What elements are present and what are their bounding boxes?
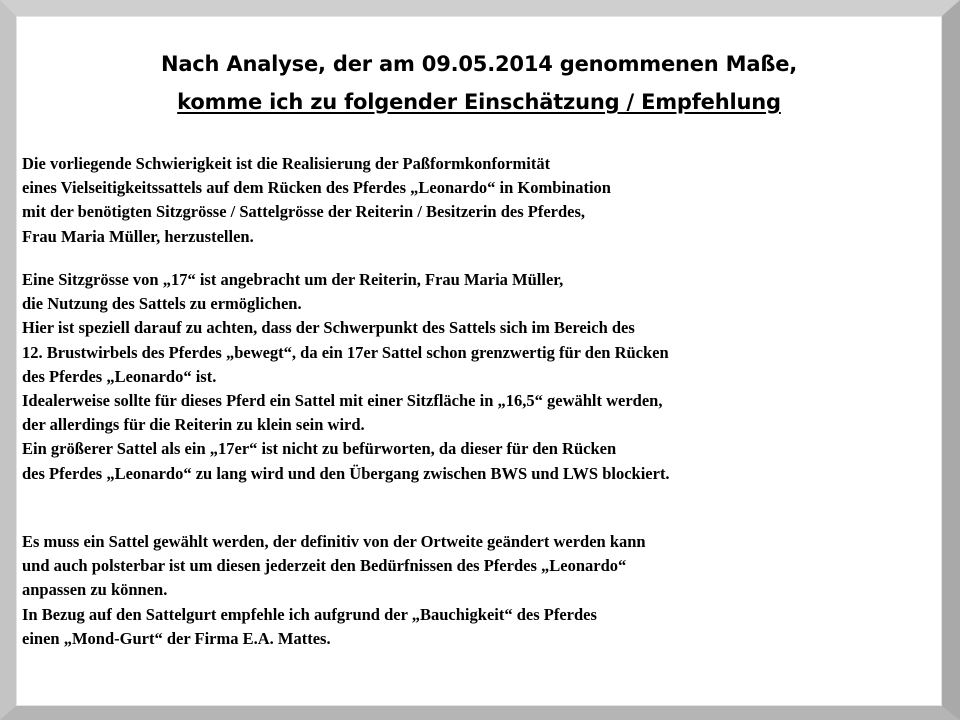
- heading-line-1: Nach Analyse, der am 09.05.2014 genommenen Maße,: [160, 52, 798, 76]
- paragraph-line: 12. Brustwirbels des Pferdes „bewegt“, da ein 17er Sattel schon grenzwertig für den Rücken: [22, 342, 669, 362]
- heading-line-2: komme ich zu folgender Einschätzung / Empfehlung: [177, 90, 781, 114]
- paragraph-line: anpassen zu können.: [22, 580, 168, 600]
- paragraph-1: [22, 152, 922, 249]
- paragraph-line: Frau Maria Müller, herzustellen.: [22, 226, 254, 246]
- paragraph-line: des Pferdes „Leonardo“ ist.: [22, 366, 217, 386]
- paragraph-line: und auch polsterbar ist um diesen jederzeit den Bedürfnissen des Pferdes „Leonardo“: [22, 556, 627, 576]
- paragraph-line: mit der benötigten Sitzgrösse / Sattelgrösse der Reiterin / Besitzerin des Pferdes,: [22, 202, 586, 222]
- slide: [16, 16, 942, 706]
- paragraph-line: der allerdings für die Reiterin zu klein sein wird.: [22, 415, 365, 435]
- paragraph-line: In Bezug auf den Sattelgurt empfehle ich aufgrund der „Bauchigkeit“ des Pferdes: [22, 604, 597, 624]
- paragraph-3: [22, 530, 922, 651]
- paragraph-line: die Nutzung des Sattels zu ermöglichen.: [22, 294, 302, 314]
- paragraph-line: Idealerweise sollte für dieses Pferd ein Sattel mit einer Sitzfläche in „16,5“ gewählt werden,: [22, 391, 663, 411]
- paragraph-line: Die vorliegende Schwierigkeit ist die Realisierung der Paßformkonformität: [22, 154, 551, 173]
- paragraph-line: eines Vielseitigkeitssattels auf dem Rücken des Pferdes „Leonardo“ in Kombination: [22, 178, 611, 198]
- paragraph-line: des Pferdes „Leonardo“ zu lang wird und den Übergang zwischen BWS und LWS blockiert.: [22, 463, 670, 483]
- paragraph-line: Ein größerer Sattel als ein „17er“ ist nicht zu befürworten, da dieser für den Rücken: [22, 439, 617, 459]
- paragraph-line: Es muss ein Sattel gewählt werden, der definitiv von der Ortweite geändert werden kann: [22, 532, 646, 551]
- paragraph-line: Eine Sitzgrösse von „17“ ist angebracht um der Reiterin, Frau Maria Müller,: [22, 270, 564, 289]
- paragraph-line: einen „Mond-Gurt“ der Firma E.A. Mattes.: [22, 628, 331, 648]
- paragraph-line: Hier ist speziell darauf zu achten, dass der Schwerpunkt des Sattels sich im Bereich des: [22, 318, 635, 338]
- paragraph-2: [22, 268, 922, 486]
